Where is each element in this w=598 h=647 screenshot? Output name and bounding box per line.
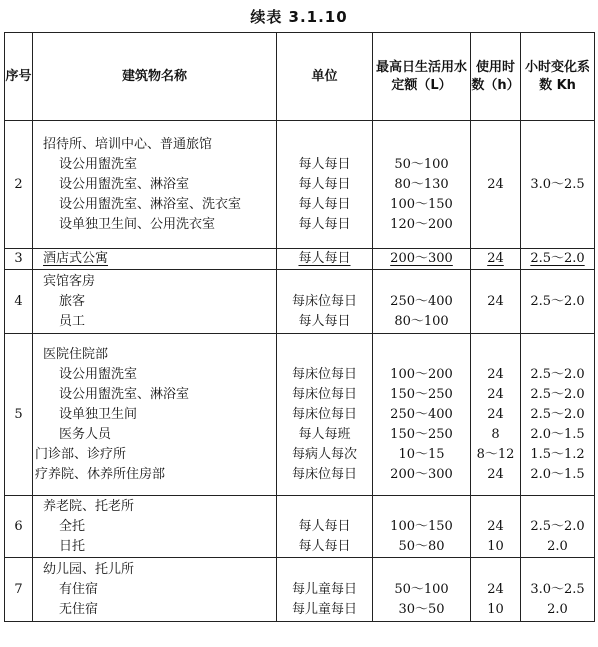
name-line: 门诊部、诊疗所: [35, 446, 127, 462]
quota-line: [373, 135, 470, 155]
name-line: 无住宿: [59, 601, 99, 617]
row-quota-cell: [373, 121, 471, 249]
unit-line: 每床位每日: [291, 293, 357, 309]
name-line: 酒店式公寓: [43, 251, 109, 266]
unit-line: 每床位每日: [291, 406, 357, 422]
unit-line: 每人每日: [298, 538, 351, 554]
unit-line: 每人每日: [298, 156, 351, 172]
unit-line: 每人每日: [298, 251, 351, 266]
hours-line: 24: [487, 466, 504, 482]
row-quota-cell: [373, 558, 471, 622]
unit-line: 每儿童每日: [291, 601, 357, 617]
name-line: 宾馆客房: [43, 273, 96, 289]
kh-line: 2.5～2.0: [530, 293, 585, 309]
kh-line: [521, 272, 594, 292]
row-hours-cell: [471, 496, 521, 558]
name-line: 设单独卫生间: [59, 406, 138, 422]
quota-line: 100～200: [390, 366, 453, 382]
table-row: [5, 334, 595, 496]
row-quota-cell: [373, 334, 471, 496]
row-unit-cell: [277, 558, 373, 622]
row-unit-cell: [277, 270, 373, 334]
name-line: 日托: [59, 538, 86, 554]
hours-line: 24: [487, 386, 504, 402]
kh-line: 2.0～1.5: [530, 466, 585, 482]
row-hours-cell: [471, 558, 521, 622]
quota-line: 200～300: [390, 466, 453, 482]
row-seq: 2: [5, 121, 33, 249]
quota-line: 50～100: [394, 581, 449, 597]
name-line: 疗养院、休养所住房部: [35, 466, 166, 482]
name-line: 设公用盥洗室、淋浴室: [59, 386, 190, 402]
hours-line: [471, 215, 520, 235]
hours-line: 10: [487, 601, 504, 617]
name-line: 招待所、培训中心、普通旅馆: [43, 136, 213, 152]
quota-line: 150～250: [390, 386, 453, 402]
row-kh-cell: [521, 249, 595, 270]
kh-line: [521, 312, 594, 332]
hours-line: [471, 195, 520, 215]
kh-line: 2.5～2.0: [530, 386, 585, 402]
unit-line: 每人每日: [298, 518, 351, 534]
name-line: 旅客: [59, 293, 86, 309]
header-row: [5, 33, 595, 121]
row-seq: 3: [5, 249, 33, 270]
name-line: 医院住院部: [43, 346, 109, 362]
row-hours-cell: [471, 334, 521, 496]
row-name-cell: [33, 270, 277, 334]
row-hours-cell: [471, 270, 521, 334]
unit-line: 每床位每日: [291, 466, 357, 482]
row-name-cell: [33, 334, 277, 496]
row-hours-cell: [471, 121, 521, 249]
row-name-cell: [33, 558, 277, 622]
hours-line: 24: [487, 176, 504, 192]
quota-line: [373, 272, 470, 292]
hours-line: 10: [487, 538, 504, 554]
quota-line: 10～15: [398, 446, 445, 462]
kh-line: [521, 345, 594, 365]
row-kh-cell: [521, 121, 595, 249]
row-name-cell: [33, 249, 277, 270]
unit-line: 每人每日: [298, 176, 351, 192]
kh-line: 2.0: [547, 538, 568, 554]
unit-line: 每儿童每日: [291, 581, 357, 597]
quota-line: 30～50: [398, 601, 445, 617]
name-line: 幼儿园、托儿所: [43, 561, 135, 577]
hours-line: 24: [487, 366, 504, 382]
quota-line: 150～250: [390, 426, 453, 442]
quota-line: 100～150: [390, 518, 453, 534]
kh-line: 3.0～2.5: [530, 581, 585, 597]
quota-line: 250～400: [390, 406, 453, 422]
unit-line: [277, 497, 372, 517]
kh-line: [521, 135, 594, 155]
quota-line: [373, 497, 470, 517]
hours-line: [471, 135, 520, 155]
header-name: 建筑物名称: [33, 33, 277, 121]
name-line: 全托: [59, 518, 86, 534]
unit-line: [277, 135, 372, 155]
hours-line: [471, 155, 520, 175]
kh-line: 1.5～1.2: [530, 446, 585, 462]
hours-line: 24: [487, 518, 504, 534]
table-row: [5, 249, 595, 270]
quota-line: 120～200: [390, 216, 453, 232]
quota-line: 100～150: [390, 196, 453, 212]
table-row: [5, 496, 595, 558]
quota-line: 80～100: [394, 313, 449, 329]
row-quota-cell: [373, 496, 471, 558]
row-kh-cell: [521, 558, 595, 622]
unit-line: [277, 345, 372, 365]
unit-line: [277, 560, 372, 580]
quota-line: 200～300: [390, 251, 453, 266]
name-line: 养老院、托老所: [43, 498, 135, 514]
name-line: 设公用盥洗室、淋浴室、洗衣室: [59, 196, 242, 212]
table-row: [5, 558, 595, 622]
header-unit: 单位: [277, 33, 373, 121]
hours-line: 24: [487, 406, 504, 422]
quota-line: 50～80: [398, 538, 445, 554]
hours-line: [471, 345, 520, 365]
kh-line: 2.5～2.0: [530, 366, 585, 382]
kh-line: [521, 155, 594, 175]
name-line: 有住宿: [59, 581, 99, 597]
kh-line: [521, 215, 594, 235]
unit-line: 每人每班: [298, 426, 351, 442]
row-seq: 4: [5, 270, 33, 334]
quota-line: [373, 560, 470, 580]
name-line: 设公用盥洗室: [59, 366, 138, 382]
hours-line: 8: [491, 426, 500, 442]
row-unit-cell: [277, 496, 373, 558]
kh-line: 2.5～2.0: [530, 518, 585, 534]
table-row: [5, 121, 595, 249]
name-line: 员工: [59, 313, 86, 329]
row-unit-cell: [277, 249, 373, 270]
unit-line: [277, 272, 372, 292]
row-kh-cell: [521, 334, 595, 496]
unit-line: 每人每日: [298, 196, 351, 212]
header-hours: 使用时数（h）: [471, 33, 521, 121]
hours-line: [471, 497, 520, 517]
hours-line: [471, 272, 520, 292]
hours-line: [471, 312, 520, 332]
name-line: 设单独卫生间、公用洗衣室: [59, 216, 216, 232]
unit-line: 每床位每日: [291, 366, 357, 382]
row-unit-cell: [277, 334, 373, 496]
kh-line: 2.0～1.5: [530, 426, 585, 442]
row-kh-cell: [521, 496, 595, 558]
table-row: [5, 270, 595, 334]
kh-line: [521, 195, 594, 215]
unit-line: 每床位每日: [291, 386, 357, 402]
quota-line: 250～400: [390, 293, 453, 309]
row-quota-cell: [373, 249, 471, 270]
kh-line: 2.0: [547, 601, 568, 617]
row-hours-cell: [471, 249, 521, 270]
name-line: 医务人员: [59, 426, 112, 442]
kh-line: [521, 497, 594, 517]
row-seq: 6: [5, 496, 33, 558]
name-line: 设公用盥洗室: [59, 156, 138, 172]
quota-line: [373, 345, 470, 365]
header-seq: 序号: [5, 33, 33, 121]
kh-line: 2.5～2.0: [530, 406, 585, 422]
hours-line: [471, 560, 520, 580]
hours-line: 24: [487, 581, 504, 597]
hours-line: 8～12: [476, 446, 515, 462]
kh-line: 2.5～2.0: [530, 251, 585, 266]
quota-line: 80～130: [394, 176, 449, 192]
unit-line: 每人每日: [298, 313, 351, 329]
hours-line: 24: [487, 251, 504, 266]
row-unit-cell: [277, 121, 373, 249]
row-seq: 7: [5, 558, 33, 622]
table-title: 续表 3.1.10: [250, 8, 348, 26]
quota-line: 50～100: [394, 156, 449, 172]
kh-line: [521, 560, 594, 580]
row-kh-cell: [521, 270, 595, 334]
unit-line: 每病人每次: [291, 446, 357, 462]
water-quota-table: [4, 32, 595, 622]
row-name-cell: [33, 496, 277, 558]
header-quota: 最高日生活用水定额（L）: [373, 33, 471, 121]
header-kh: 小时变化系数 Kh: [521, 33, 595, 121]
row-seq: 5: [5, 334, 33, 496]
unit-line: 每人每日: [298, 216, 351, 232]
row-name-cell: [33, 121, 277, 249]
name-line: 设公用盥洗室、淋浴室: [59, 176, 190, 192]
hours-line: 24: [487, 293, 504, 309]
kh-line: 3.0～2.5: [530, 176, 585, 192]
row-quota-cell: [373, 270, 471, 334]
